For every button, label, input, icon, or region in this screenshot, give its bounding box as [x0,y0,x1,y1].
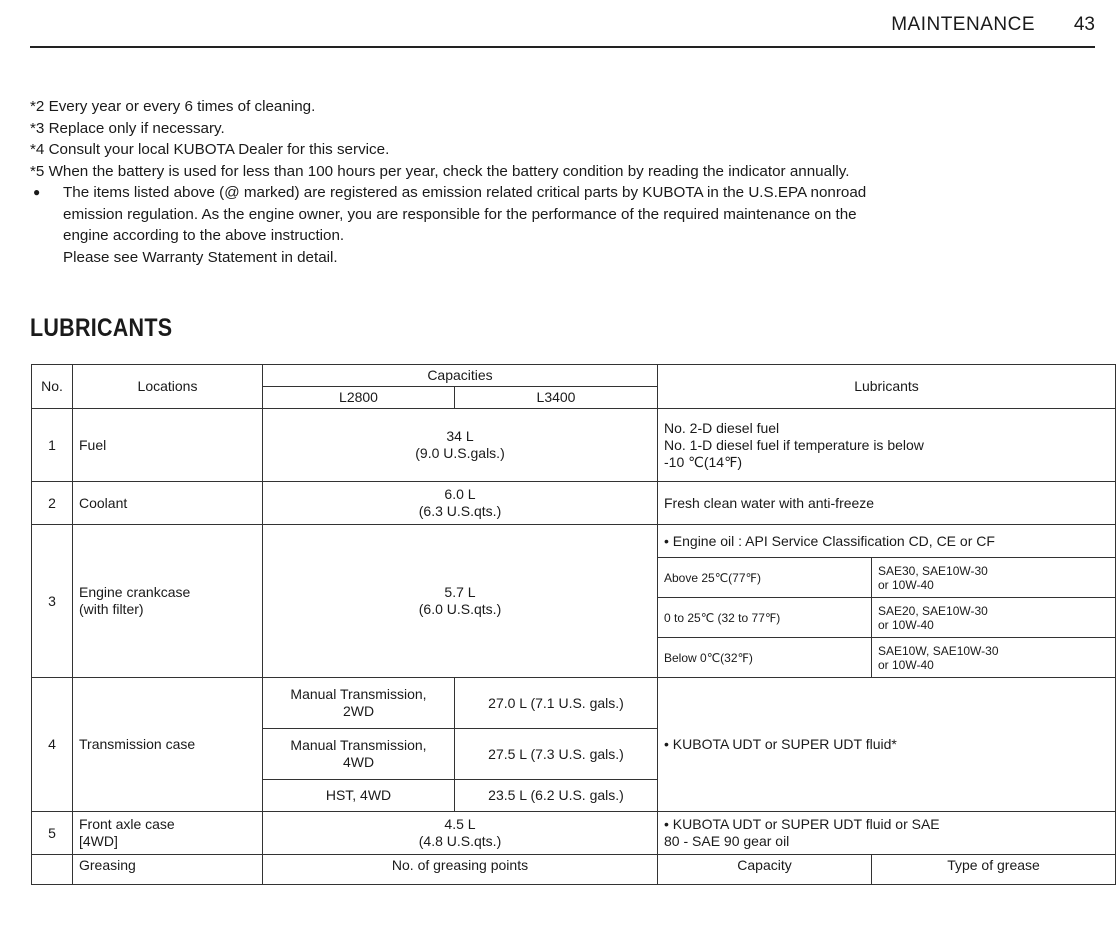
table-row [32,678,1116,729]
note-4: *4 Consult your local KUBOTA Dealer for this service. [30,141,390,158]
table-row [32,409,1116,482]
location-cell: Transmission case [73,678,263,812]
location-cell: Engine crankcase (with filter) [73,525,263,678]
lubricants-table [31,364,1116,885]
page-number: 43 [1073,14,1095,35]
lubricant-cell: • KUBOTA UDT or SUPER UDT fluid or SAE 80 - SAE 90 gear oil [658,812,1116,855]
note-3: *3 Replace only if necessary. [30,119,225,137]
temperature-cell: Below 0℃(32℉) [658,638,872,678]
col-header-locations: Locations [73,365,263,409]
col-header-capacities: Capacities [263,365,658,387]
location-cell: Front axle case [4WD] [73,812,263,855]
oil-grade-cell: SAE30, SAE10W-30 or 10W-40 [872,558,1116,598]
grease-type-header: Type of grease [872,855,1116,885]
table-row [32,812,1116,855]
transmission-type-cell: Manual Transmission, 2WD [263,678,455,729]
row-number: 1 [32,409,73,482]
bullet-line: The items listed above (@ marked) are registered as emission related critical parts by KUBOTA in the U.S.EPA nonroad [63,184,867,201]
transmission-type-cell: HST, 4WD [263,780,455,812]
grease-capacity-header: Capacity [658,855,872,885]
capacity-cell: 5.7 L (6.0 U.S.qts.) [263,525,658,678]
col-header-l2800: L2800 [263,387,455,409]
emission-bullet [30,182,1110,268]
row-number: 4 [32,678,73,812]
row-number: 2 [32,482,73,525]
transmission-capacity-cell: 27.5 L (7.3 U.S. gals.) [455,729,658,780]
oil-grade-cell: SAE20, SAE10W-30 or 10W-40 [872,598,1116,638]
note-2: *2 Every year or every 6 times of cleaning. [30,98,316,115]
lubricant-cell: • KUBOTA UDT or SUPER UDT fluid* [658,678,1116,812]
table-row [32,855,1116,885]
capacity-cell: No. of greasing points [263,855,658,885]
bullet-line: Please see Warranty Statement in detail. [63,248,338,266]
bullet-icon: ● [33,185,41,199]
table-row [32,482,1116,525]
capacity-cell: 34 L (9.0 U.S.gals.) [263,409,658,482]
oil-grade-cell: SAE10W, SAE10W-30 or 10W-40 [872,638,1116,678]
col-header-no: No. [32,365,73,409]
lubricant-cell: No. 2-D diesel fuel No. 1-D diesel fuel if temperature is below -10 ℃(14℉) [658,409,1116,482]
row-number: 5 [32,812,73,855]
location-cell: Fuel [73,409,263,482]
capacity-cell: 4.5 L (4.8 U.S.qts.) [263,812,658,855]
lubricant-cell: Fresh clean water with anti-freeze [658,482,1116,525]
page-header [30,14,1095,48]
col-header-l3400: L3400 [455,387,658,409]
section-name: MAINTENANCE [891,14,1035,35]
bullet-line: emission regulation. As the engine owner, you are responsible for the performance of the required maintenance on the [63,205,857,223]
transmission-capacity-cell: 27.0 L (7.1 U.S. gals.) [455,678,658,729]
col-header-lubricants: Lubricants [658,365,1116,409]
transmission-capacity-cell: 23.5 L (6.2 U.S. gals.) [455,780,658,812]
row-number: 3 [32,525,73,678]
temperature-cell: 0 to 25℃ (32 to 77℉) [658,598,872,638]
capacity-cell: 6.0 L (6.3 U.S.qts.) [263,482,658,525]
note-5: *5 When the battery is used for less than 100 hours per year, check the battery condition by reading the indicator annually. [30,162,850,180]
row-number [32,855,73,885]
table-row [32,525,1116,558]
temperature-cell: Above 25℃(77℉) [658,558,872,598]
location-cell: Greasing [73,855,263,885]
location-cell: Coolant [73,482,263,525]
engine-oil-spec: • Engine oil : API Service Classification CD, CE or CF [658,525,1116,558]
transmission-type-cell: Manual Transmission, 4WD [263,729,455,780]
section-title: LUBRICANTS [30,314,173,342]
bullet-line: engine according to the above instruction. [63,227,345,244]
table-header-row [32,365,1116,387]
footnotes [30,96,1110,268]
